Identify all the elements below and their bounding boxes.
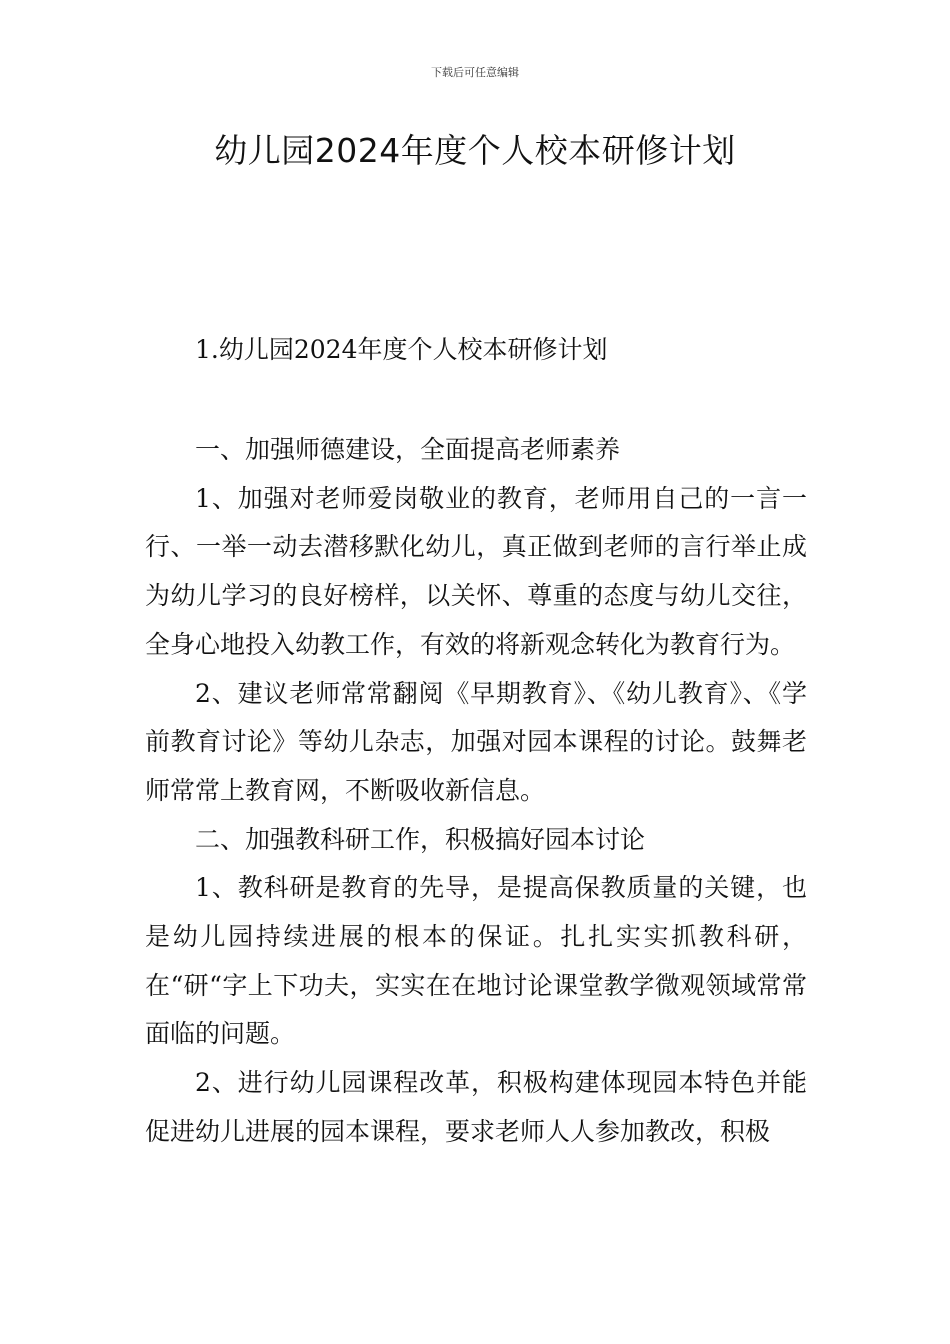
header-note: 下载后可任意编辑 [431, 66, 519, 79]
section-heading-2: 二、加强教科研工作，积极搞好园本讨论 [195, 824, 646, 854]
document-subtitle: 1.幼儿园2024年度个人校本研修计划 [195, 335, 608, 364]
paragraph: 1、加强对老师爱岗敬业的教育，老师用自己的一言一行、一举一动去潜移默化幼儿，真正做到老师的言行举止成为幼儿学习的良好榜样，以关怀、尊重的态度与幼儿交往，全身心地投入幼教工作，有效的将新观念转化为教育行为。 [145, 483, 807, 659]
paragraph: 2、建议老师常常翻阅《早期教育》、《幼儿教育》、《学前教育讨论》等幼儿杂志，加强对园本课程的讨论。鼓舞老师常常上教育网，不断吸收新信息。 [145, 678, 807, 805]
paragraph: 1、教科研是教育的先导，是提高保教质量的关键，也是幼儿园持续进展的根本的保证。扎扎实实抓教科研，在“研“字上下功夫，实实在在地讨论课堂教学微观领域常常面临的问题。 [145, 873, 807, 1049]
section-heading-1: 一、加强师德建设，全面提高老师素养 [195, 435, 621, 464]
paragraph: 2、进行幼儿园课程改革，积极构建体现园本特色并能促进幼儿进展的园本课程，要求老师人人参加教改，积极 [145, 1068, 807, 1146]
document-title: 幼儿园2024年度个人校本研修计划 [214, 131, 736, 170]
document-body [145, 426, 807, 1157]
